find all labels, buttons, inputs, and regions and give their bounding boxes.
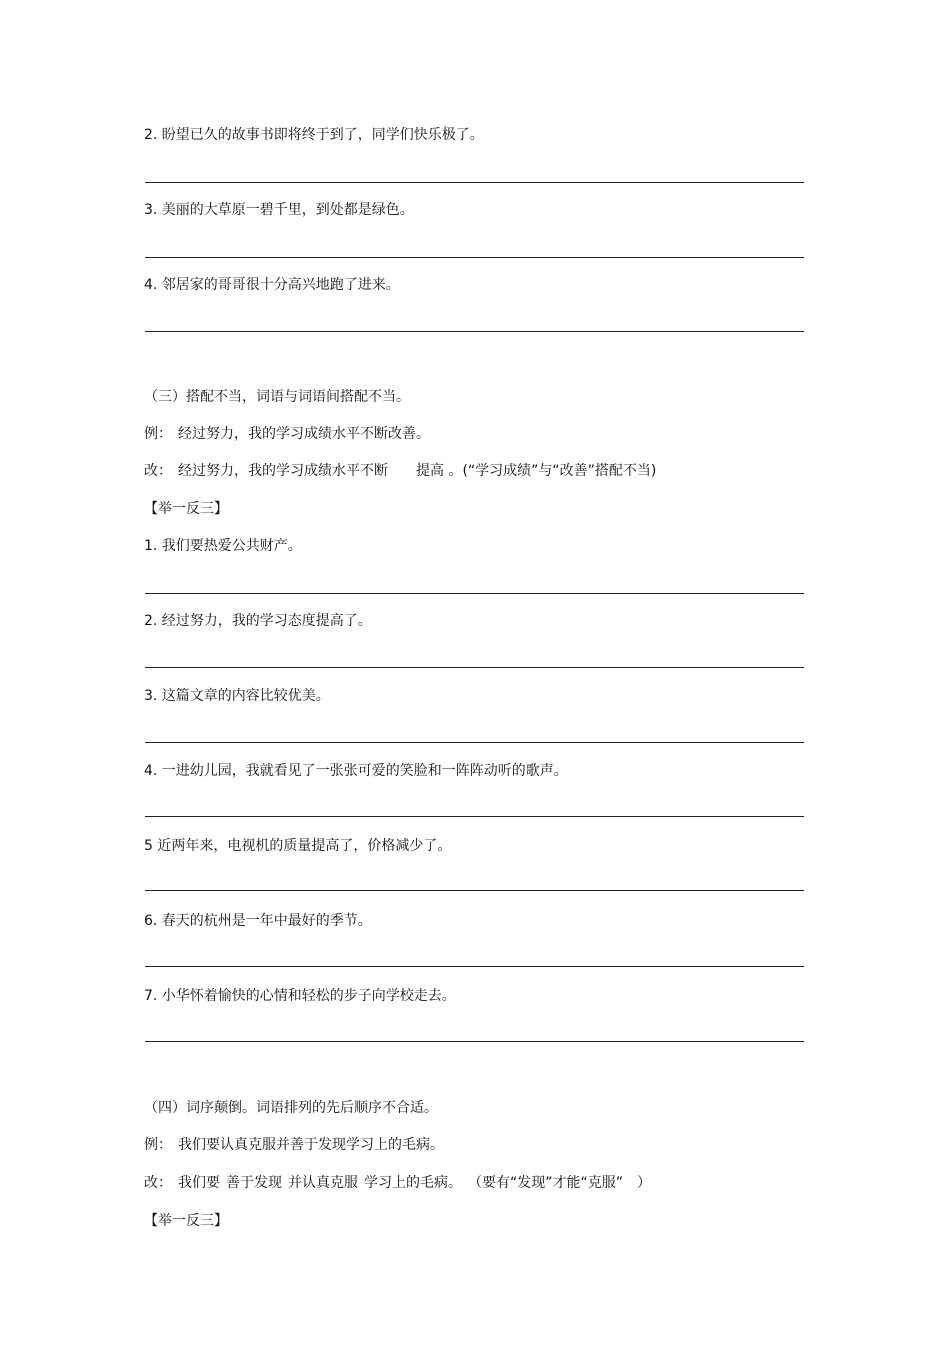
exercise-item: 3. 这篇文章的内容比较优美。: [144, 688, 330, 704]
example-text: 经过努力，我的学习成绩水平不断改善。: [178, 426, 430, 442]
section-heading: （三）搭配不当，词语与词语间搭配不当。: [144, 389, 410, 405]
answer-line[interactable]: [145, 742, 804, 743]
exercise-item: 4. 邻居家的哥哥很十分高兴地跑了进来。: [144, 277, 400, 293]
answer-line[interactable]: [145, 182, 804, 183]
exercise-item: 3. 美丽的大草原一碧千里，到处都是绿色。: [144, 202, 414, 218]
exercise-item: 2. 盼望已久的故事书即将终于到了，同学们快乐极了。: [144, 127, 484, 143]
exercise-item: 7. 小华怀着愉快的心情和轻松的步子向学校走去。: [144, 988, 456, 1004]
answer-line[interactable]: [145, 667, 804, 668]
correction-text-part: 学习上的毛病。: [364, 1175, 462, 1191]
exercise-item: 2. 经过努力，我的学习态度提高了。: [144, 613, 372, 629]
example-row: [144, 1136, 444, 1154]
exercise-item: 4. 一进幼儿园，我就看见了一张张可爱的笑脸和一阵阵动听的歌声。: [144, 763, 568, 779]
section-heading: （四）词序颠倒。词语排列的先后顺序不合适。: [144, 1100, 438, 1116]
correction-text-part: 我们要: [178, 1175, 220, 1191]
answer-line[interactable]: [145, 593, 804, 594]
correction-text-part: 善于发现: [226, 1175, 282, 1191]
example-label: 例：: [144, 426, 172, 442]
exercise-item: 6. 春天的杭州是一年中最好的季节。: [144, 913, 372, 929]
correction-note: （要有“发现”才能“克服” ）: [468, 1175, 652, 1191]
example-label: 例：: [144, 1137, 172, 1153]
answer-line[interactable]: [145, 257, 804, 258]
exercise-item: 1. 我们要热爱公共财产。: [144, 538, 302, 554]
practice-label: 【举一反三】: [144, 501, 228, 517]
practice-label: 【举一反三】: [144, 1213, 228, 1229]
correction-text-part: 并认真克服: [288, 1175, 358, 1191]
correction-label: 改：: [144, 1175, 172, 1191]
correction-row: [144, 1174, 651, 1192]
answer-line[interactable]: [145, 1041, 804, 1042]
answer-line[interactable]: [145, 331, 804, 332]
answer-line[interactable]: [145, 890, 804, 891]
example-text: 我们要认真克服并善于发现学习上的毛病。: [178, 1137, 444, 1153]
correction-row: [144, 462, 656, 480]
answer-line[interactable]: [145, 816, 804, 817]
answer-line[interactable]: [145, 966, 804, 967]
correction-note: 提高 。(“学习成绩”与“改善”搭配不当): [416, 463, 657, 479]
correction-label: 改：: [144, 463, 172, 479]
example-row: [144, 425, 430, 443]
correction-text: 经过努力，我的学习成绩水平不断: [178, 463, 388, 479]
exercise-item: 5 近两年来，电视机的质量提高了，价格减少了。: [144, 838, 452, 854]
